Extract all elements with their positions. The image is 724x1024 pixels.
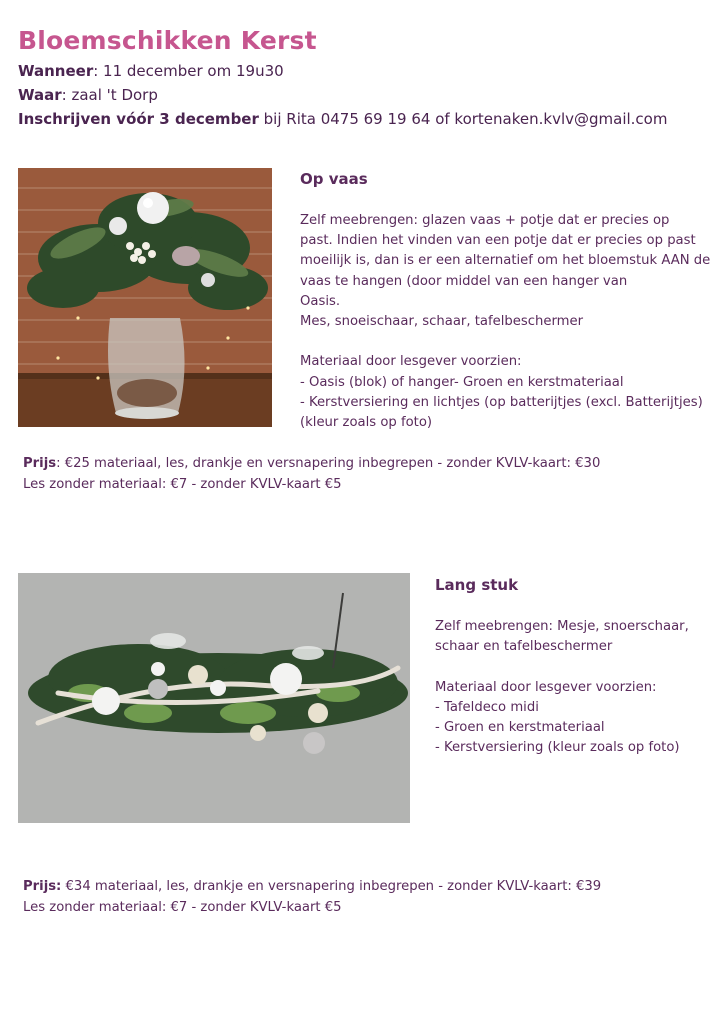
workshop2-line xyxy=(435,657,689,677)
workshop2-line: Zelf meebrengen: Mesje, snoerschaar, xyxy=(435,619,689,634)
workshop1-line: moeilijk is, dan is er een alternatief om het bloemstuk AAN de xyxy=(300,253,711,269)
workshop2-price-line xyxy=(23,876,601,897)
workshop1-description xyxy=(300,211,710,433)
vase-arrangement-photo xyxy=(18,168,272,427)
workshop1-line: - Kerstversiering en lichtjes (op batterijtjes (excl. Batterijtjes) xyxy=(300,394,703,410)
workshop1-price-line2: Les zonder materiaal: €7 - zonder KVLV-kaart €5 xyxy=(23,477,342,492)
workshop2-line: - Groen en kerstmateriaal xyxy=(435,720,605,736)
workshop1-line: vaas te hangen (door middel van een hanger van xyxy=(300,273,628,289)
workshop1-price-line xyxy=(23,453,600,474)
workshop1-line xyxy=(300,332,710,352)
workshop2-price-label: Prijs: xyxy=(23,879,62,894)
long-arrangement-photo xyxy=(18,573,410,823)
workshop1-line: (kleur zoals op foto) xyxy=(300,415,433,431)
workshop1-line: - Oasis (blok) of hanger- Groen en kerstmateriaal xyxy=(300,374,624,390)
signup-value: bij Rita 0475 69 19 64 of kortenaken.kvlv@gmail.com xyxy=(258,110,668,128)
workshop1-line: Oasis. xyxy=(300,293,341,309)
workshop2-heading: Lang stuk xyxy=(435,576,519,594)
workshop2-price-line2: Les zonder materiaal: €7 - zonder KVLV-kaart €5 xyxy=(23,900,342,915)
workshop1-line: past. Indien het vinden van een potje dat er precies op past xyxy=(300,233,696,249)
workshop2-price-value: €34 materiaal, les, drankje en versnapering inbegrepen - zonder KVLV-kaart: €39 xyxy=(61,879,602,894)
workshop1-line: Materiaal door lesgever voorzien: xyxy=(300,354,522,370)
workshop2-line: - Kerstversiering (kleur zoals op foto) xyxy=(435,740,680,756)
workshop2-line: Materiaal door lesgever voorzien: xyxy=(435,679,657,695)
where-value: : zaal 't Dorp xyxy=(61,86,158,104)
where-label: Waar xyxy=(18,86,62,104)
where-line xyxy=(18,86,158,104)
workshop1-price-value: : €25 materiaal, les, drankje en versnapering inbegrepen - zonder KVLV-kaart: €30 xyxy=(56,456,601,471)
workshop1-heading: Op vaas xyxy=(300,170,368,188)
workshop1-line: Mes, snoeischaar, schaar, tafelbeschermer xyxy=(300,314,584,330)
workshop1-price xyxy=(23,453,600,495)
workshop2-line: schaar en tafelbeschermer xyxy=(435,639,613,655)
page-title: Bloemschikken Kerst xyxy=(18,26,317,55)
workshop1-price-label: Prijs xyxy=(23,456,57,471)
workshop2-price xyxy=(23,876,601,918)
workshop1-line: Zelf meebrengen: glazen vaas + potje dat er precies op xyxy=(300,213,670,228)
workshop2-description xyxy=(435,617,689,758)
signup-label: Inschrijven vóór 3 december xyxy=(18,110,259,128)
when-label: Wanneer xyxy=(18,62,94,80)
when-value: : 11 december om 19u30 xyxy=(93,62,284,80)
when-line xyxy=(18,62,284,80)
workshop2-line: - Tafeldeco midi xyxy=(435,699,539,715)
signup-line xyxy=(18,110,667,128)
